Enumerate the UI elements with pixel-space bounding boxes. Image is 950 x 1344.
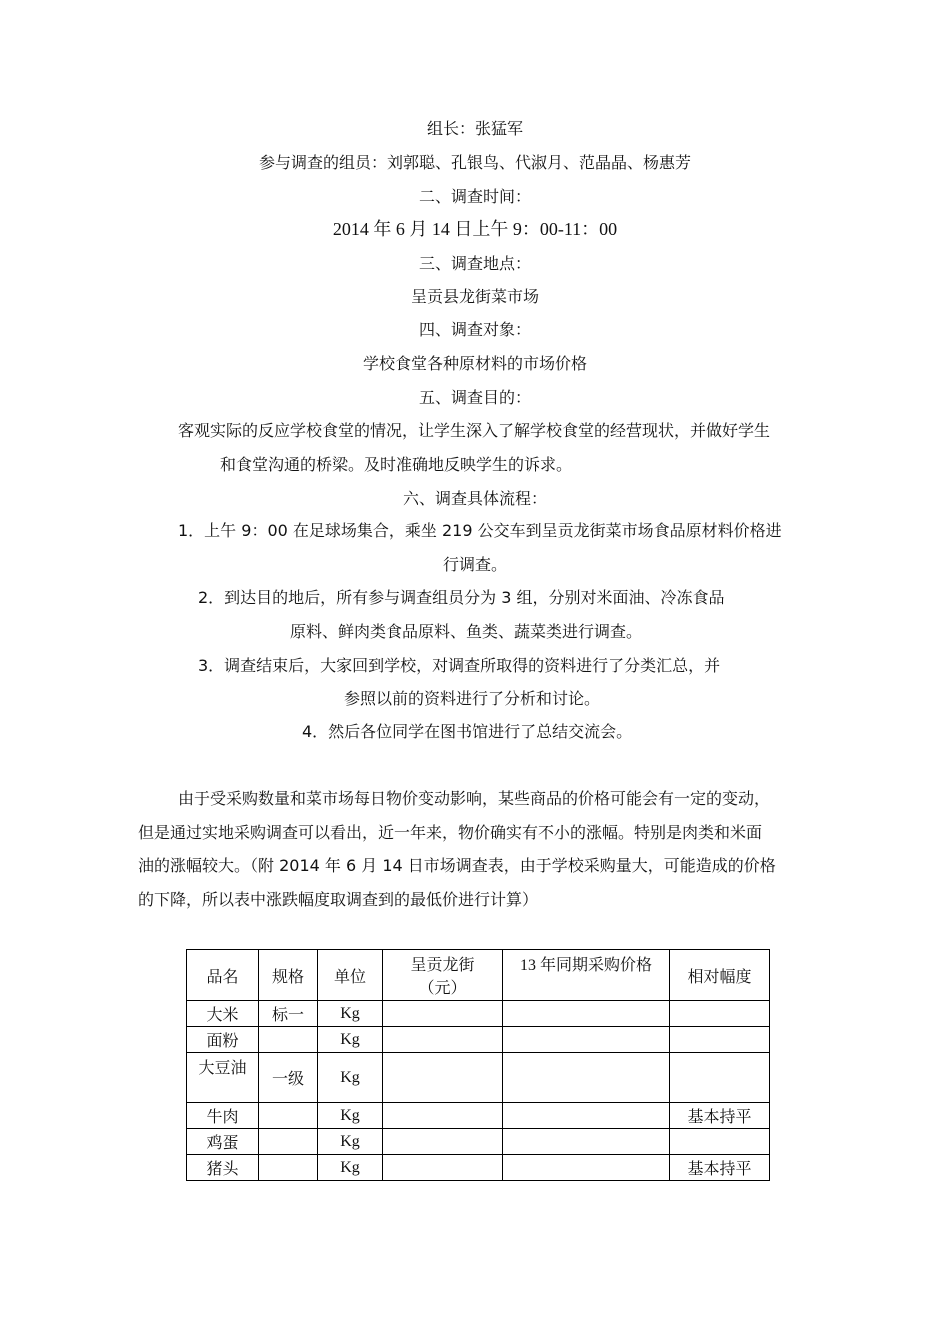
header-longjie-unit: （元） <box>418 978 467 997</box>
cell-longjie <box>383 1001 503 1027</box>
cell-name: 猪头 <box>187 1155 259 1181</box>
cell-name: 牛肉 <box>187 1103 259 1129</box>
cell-spec <box>259 1027 318 1053</box>
cell-longjie <box>383 1129 503 1155</box>
cell-change <box>670 1001 770 1027</box>
process-heading: 六、调查具体流程： <box>402 489 547 508</box>
header-unit: 单位 <box>318 950 383 1001</box>
cell-last-year <box>503 1129 670 1155</box>
cell-name: 面粉 <box>187 1027 259 1053</box>
purpose-text-line1: 客观实际的反应学校食堂的情况，让学生深入了解学校食堂的经营现状，并做好学生 <box>178 421 771 440</box>
cell-spec <box>259 1155 318 1181</box>
cell-name: 大米 <box>187 1001 259 1027</box>
summary-line-3: 油的涨幅较大。（附 2014 年 6 月 14 日市场调查表，由于学校采购量大，可能造成的价格 <box>138 856 776 875</box>
cell-longjie <box>383 1053 503 1103</box>
summary-line-4: 的下降，所以表中涨跌幅度取调查到的最低价进行计算） <box>138 890 539 909</box>
cell-last-year <box>503 1103 670 1129</box>
cell-unit: Kg <box>318 1129 383 1155</box>
header-last-year-text: 13 年同期采购价格 <box>519 957 652 974</box>
table-row <box>187 1027 770 1053</box>
cell-last-year <box>503 1001 670 1027</box>
cell-change <box>670 1053 770 1103</box>
object-heading: 四、调查对象： <box>418 320 531 339</box>
table-header-row <box>187 950 770 1001</box>
header-last-year <box>503 950 670 1001</box>
time-heading: 二、调查时间： <box>418 187 531 206</box>
summary-line-1: 由于受采购数量和菜市场每日物价变动影响，某些商品的价格可能会有一定的变动， <box>178 789 771 808</box>
cell-unit: Kg <box>318 1027 383 1053</box>
table-row <box>187 1001 770 1027</box>
cell-last-year <box>503 1155 670 1181</box>
cell-longjie <box>383 1027 503 1053</box>
cell-last-year <box>503 1053 670 1103</box>
cell-longjie <box>383 1103 503 1129</box>
header-change: 相对幅度 <box>670 950 770 1001</box>
step-2-line2: 原料、鲜肉类食品原料、鱼类、蔬菜类进行调查。 <box>290 622 643 641</box>
cell-unit: Kg <box>318 1001 383 1027</box>
cell-spec: 一级 <box>259 1053 318 1103</box>
cell-change: 基本持平 <box>670 1155 770 1181</box>
cell-last-year <box>503 1027 670 1053</box>
leader-line: 组长：张猛军 <box>426 119 523 138</box>
cell-spec <box>259 1103 318 1129</box>
cell-unit: Kg <box>318 1155 383 1181</box>
step-1-line1: 1．上午 9：00 在足球场集合，乘坐 219 公交车到呈贡龙街菜市场食品原材料价格进 <box>178 521 782 540</box>
cell-longjie <box>383 1155 503 1181</box>
cell-change: 基本持平 <box>670 1103 770 1129</box>
time-value: 2014 年 6 月 14 日上午 9：00-11：00 <box>332 219 618 239</box>
step-2-line1: 2．到达目的地后，所有参与调查组员分为 3 组，分别对米面油、冷冻食品 <box>198 588 725 607</box>
object-value: 学校食堂各种原材料的市场价格 <box>362 354 587 373</box>
members-line: 参与调查的组员：刘郭聪、孔银鸟、代淑月、范晶晶、杨惠芳 <box>258 153 691 172</box>
purpose-heading: 五、调查目的： <box>418 388 531 407</box>
cell-name: 鸡蛋 <box>187 1129 259 1155</box>
step-4-line1: 4．然后各位同学在图书馆进行了总结交流会。 <box>302 722 633 741</box>
table-row <box>187 1129 770 1155</box>
header-spec: 规格 <box>259 950 318 1001</box>
cell-name-text: 大豆油 <box>198 1058 247 1077</box>
step-3-line2: 参照以前的资料进行了分析和讨论。 <box>344 689 601 708</box>
step-3-line1: 3．调查结束后，大家回到学校，对调查所取得的资料进行了分类汇总，并 <box>198 656 721 675</box>
cell-spec <box>259 1129 318 1155</box>
table-row <box>187 1053 770 1103</box>
place-heading: 三、调查地点： <box>418 254 531 273</box>
table-row <box>187 1155 770 1181</box>
header-longjie-title: 呈贡龙街 <box>410 955 475 974</box>
cell-unit: Kg <box>318 1103 383 1129</box>
table-row <box>187 1103 770 1129</box>
cell-change <box>670 1027 770 1053</box>
cell-name <box>187 1053 259 1103</box>
header-longjie <box>383 950 503 1001</box>
place-value: 呈贡县龙街菜市场 <box>410 287 539 306</box>
header-name: 品名 <box>187 950 259 1001</box>
cell-spec: 标一 <box>259 1001 318 1027</box>
summary-line-2: 但是通过实地采购调查可以看出，近一年来，物价确实有不小的涨幅。特别是肉类和米面 <box>138 823 763 842</box>
step-1-line2: 行调查。 <box>442 555 507 574</box>
price-survey-table <box>186 949 770 1181</box>
cell-change <box>670 1129 770 1155</box>
cell-unit: Kg <box>318 1053 383 1103</box>
purpose-text-line2: 和食堂沟通的桥梁。及时准确地反映学生的诉求。 <box>220 455 573 474</box>
